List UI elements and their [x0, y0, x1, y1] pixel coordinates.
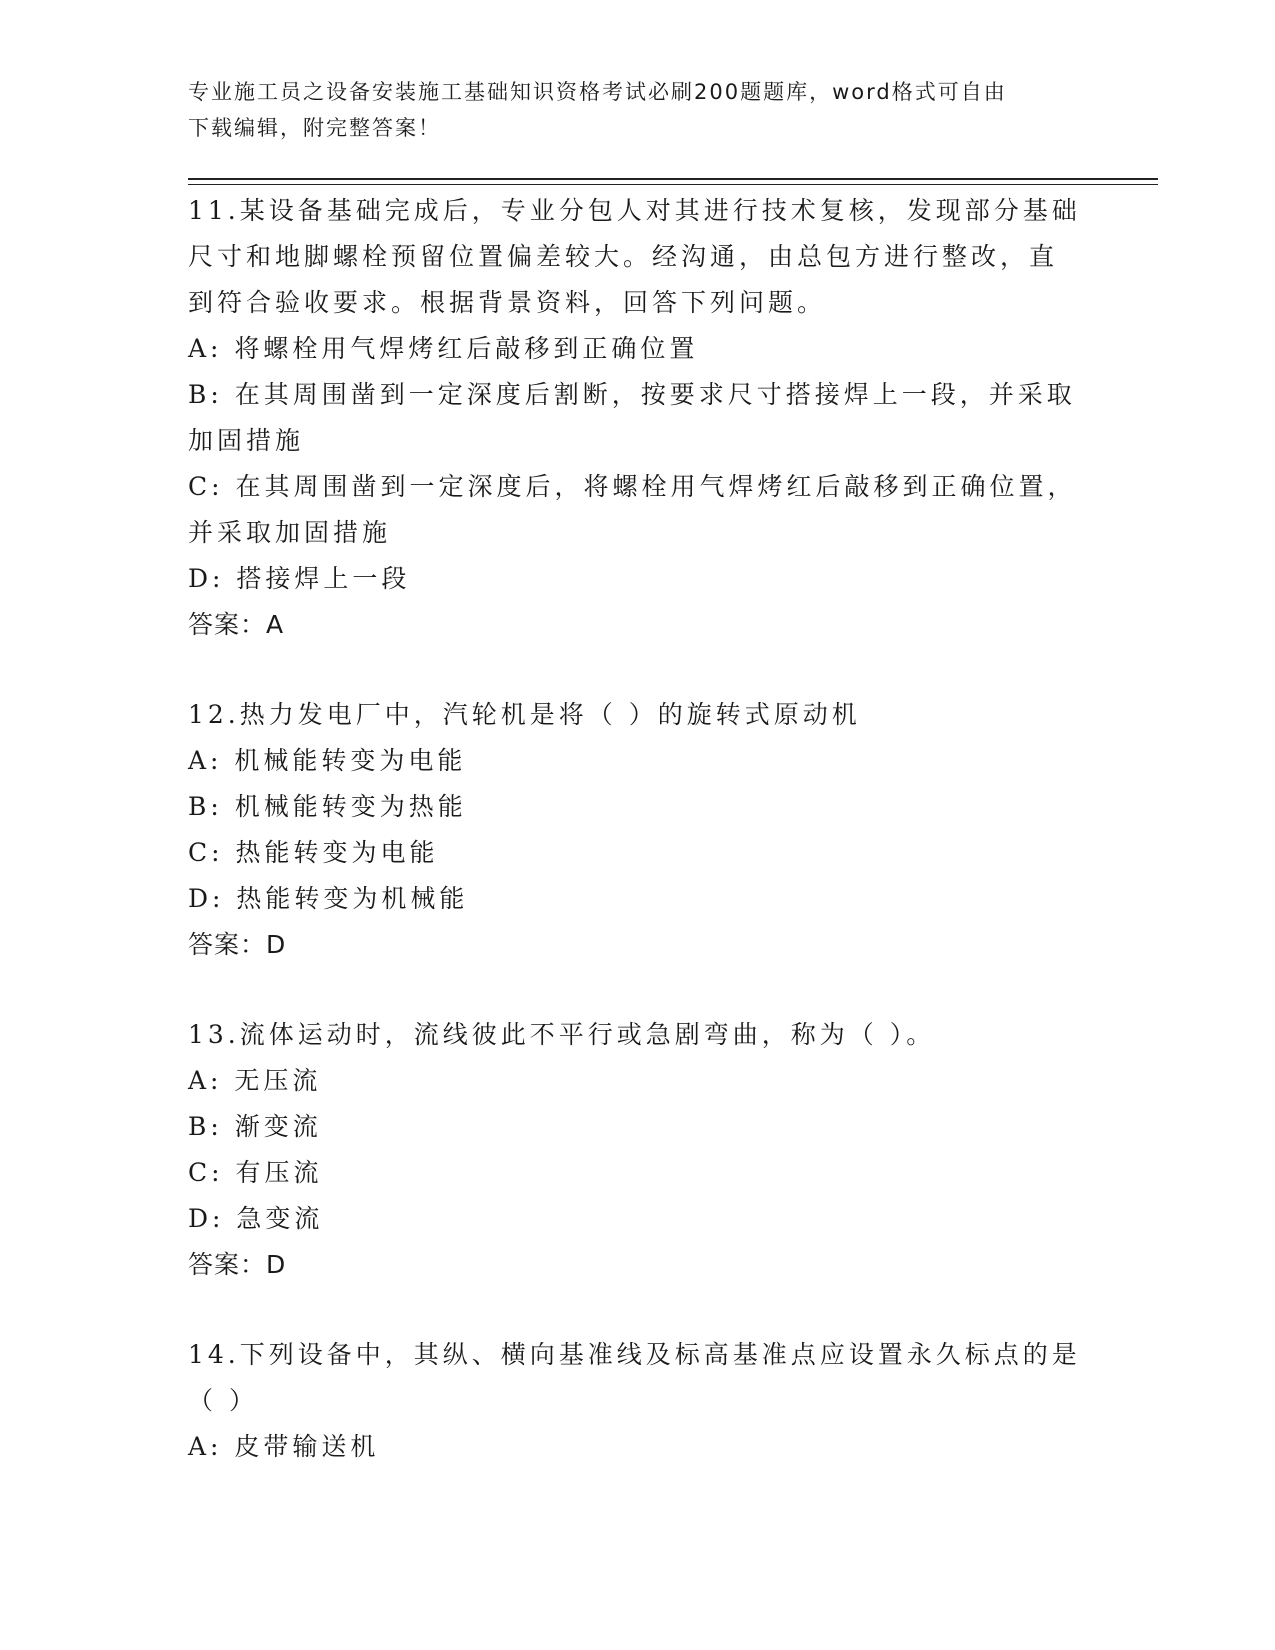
- question-option-line: 并采取加固措施: [188, 518, 392, 547]
- question-stem-line: 14.下列设备中，其纵、横向基准线及标高基准点应设置永久标点的是: [188, 1340, 1081, 1369]
- question-stem-line: 12.热力发电厂中，汽轮机是将（ ）的旋转式原动机: [188, 700, 861, 729]
- question-block: [188, 692, 1088, 968]
- question-stem-line: 尺寸和地脚螺栓预留位置偏差较大。经沟通，由总包方进行整改，直: [188, 242, 1059, 271]
- question-option: [188, 784, 1088, 830]
- question-option-line: A: 皮带输送机: [188, 1432, 380, 1461]
- question-option: [188, 876, 1088, 922]
- question-option-line: D: 热能转变为机械能: [188, 884, 469, 913]
- question-option: [188, 738, 1088, 784]
- question-option: [188, 1058, 1088, 1104]
- question-option-line: A: 无压流: [188, 1066, 322, 1095]
- question-option: [188, 830, 1088, 876]
- question-answer: 答案：A: [188, 610, 285, 639]
- question-option-line: B: 机械能转变为热能: [188, 792, 467, 821]
- question-answer: 答案：D: [188, 930, 287, 959]
- question-block: [188, 188, 1088, 648]
- question-option: [188, 1424, 1088, 1470]
- header-line-2: 下载编辑，附完整答案！: [188, 116, 441, 140]
- question-option-line: C: 在其周围凿到一定深度后，将螺栓用气焊烤红后敲移到正确位置，: [188, 472, 1077, 501]
- question-option-line: B: 渐变流: [188, 1112, 322, 1141]
- question-option: [188, 1104, 1088, 1150]
- question-answer: 答案：D: [188, 1250, 287, 1279]
- question-option-line: A: 将螺栓用气焊烤红后敲移到正确位置: [188, 334, 699, 363]
- question-stem-line: 13.流体运动时，流线彼此不平行或急剧弯曲，称为（ ）。: [188, 1020, 936, 1049]
- question-option: [188, 1150, 1088, 1196]
- question-option-line: B: 在其周围凿到一定深度后割断，按要求尺寸搭接焊上一段，并采取: [188, 380, 1076, 409]
- document-header: [188, 74, 1068, 146]
- question-stem-line: 到符合验收要求。根据背景资料，回答下列问题。: [188, 288, 827, 317]
- question-option-line: A: 机械能转变为电能: [188, 746, 467, 775]
- question-option-line: C: 有压流: [188, 1158, 323, 1187]
- question-option: [188, 326, 1088, 372]
- header-divider-thick: [188, 178, 1158, 180]
- question-option-line: D: 搭接焊上一段: [188, 564, 411, 593]
- question-stem-line: （ ）: [188, 1386, 258, 1415]
- question-stem-line: 11.某设备基础完成后，专业分包人对其进行技术复核，发现部分基础: [188, 196, 1081, 225]
- question-block: [188, 1012, 1088, 1288]
- question-option-line: C: 热能转变为电能: [188, 838, 439, 867]
- question-list: [188, 188, 1088, 1514]
- question-option: [188, 556, 1088, 602]
- question-option: [188, 464, 1088, 556]
- question-block: [188, 1332, 1088, 1470]
- question-option-line: D: 急变流: [188, 1204, 324, 1233]
- header-line-1: 专业施工员之设备安装施工基础知识资格考试必刷200题题库，word格式可自由: [188, 80, 1007, 104]
- question-option-line: 加固措施: [188, 426, 305, 455]
- question-option: [188, 372, 1088, 464]
- header-divider-thin: [188, 184, 1158, 185]
- question-option: [188, 1196, 1088, 1242]
